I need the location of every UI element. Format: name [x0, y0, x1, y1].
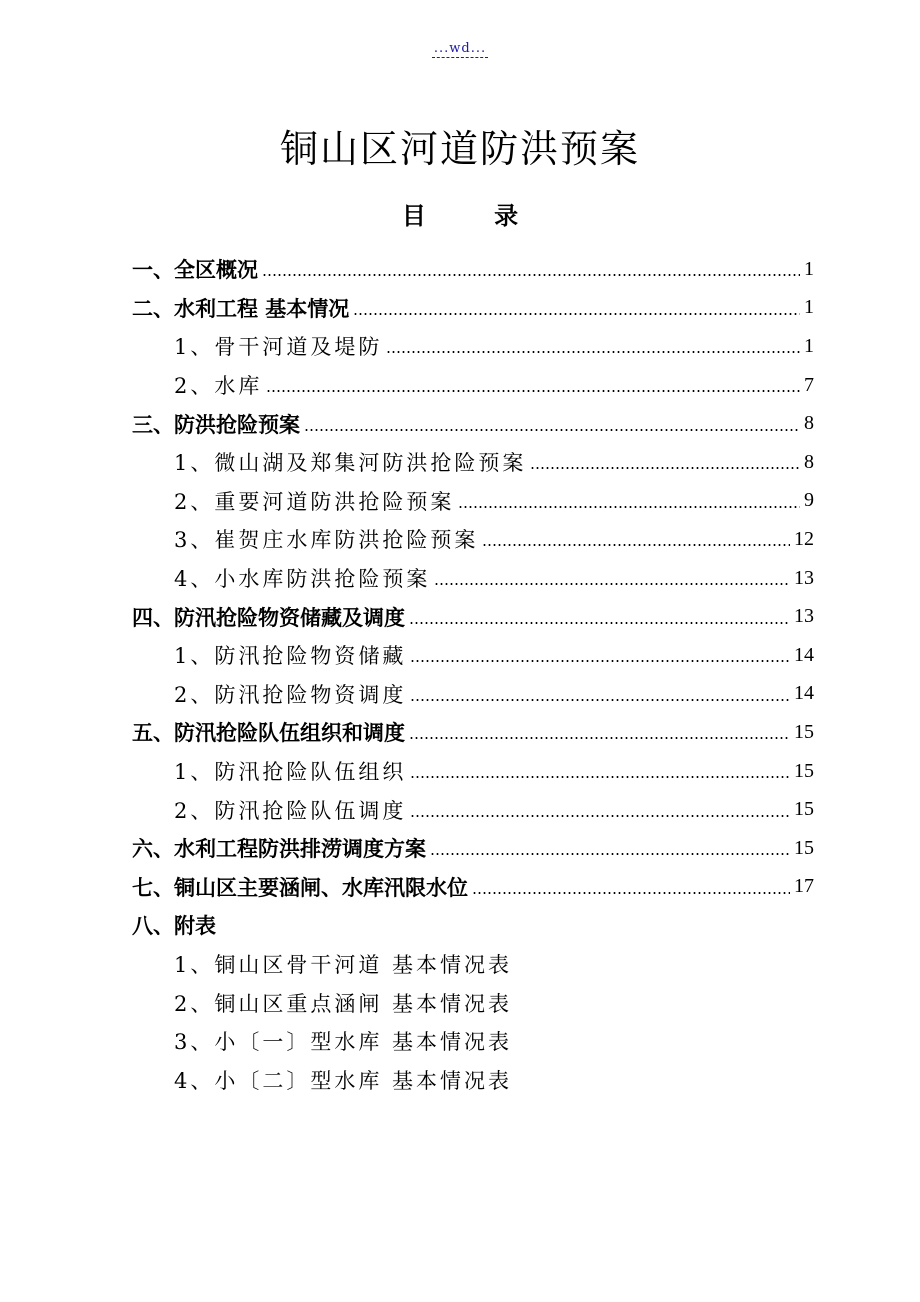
- toc-entry[interactable]: [132, 482, 814, 521]
- toc-entry-page-number: 12: [794, 527, 814, 550]
- toc-entry-page-number: 14: [794, 682, 814, 705]
- toc-entry[interactable]: [132, 829, 814, 868]
- toc-leader-dots: [353, 313, 800, 315]
- toc-entry-page-number: 13: [794, 605, 814, 628]
- toc-entry[interactable]: [132, 945, 814, 984]
- toc-entry[interactable]: [132, 250, 814, 289]
- toc-leader-dots: [409, 737, 790, 739]
- toc-leader-dots: [266, 390, 800, 392]
- toc-entry-label: 3、崔贺庄水库防洪抢险预案: [174, 528, 479, 553]
- toc-entry-page-number: 14: [794, 643, 814, 666]
- toc-entry[interactable]: [132, 289, 814, 328]
- toc-heading: 目 录: [401, 202, 519, 230]
- toc-entry-page-number: 15: [794, 720, 814, 743]
- table-of-contents: [132, 250, 814, 1099]
- toc-entry-label: 六、水利工程防洪排涝调度方案: [132, 837, 426, 862]
- toc-entry[interactable]: [132, 520, 814, 559]
- toc-entry[interactable]: [132, 597, 814, 636]
- toc-entry-label: 八、附表: [132, 914, 216, 939]
- toc-entry-label: 五、防汛抢险队伍组织和调度: [132, 721, 405, 746]
- toc-entry[interactable]: [132, 636, 814, 675]
- toc-entry-page-number: 9: [804, 489, 814, 512]
- toc-entry[interactable]: [132, 906, 814, 945]
- document-title: 铜山区河道防洪预案: [279, 127, 640, 171]
- toc-entry-label: 三、防洪抢险预案: [132, 412, 300, 437]
- toc-leader-dots: [458, 506, 800, 508]
- toc-entry[interactable]: [132, 675, 814, 714]
- toc-entry-label: 一、全区概况: [132, 258, 258, 283]
- header-link-text[interactable]: ...wd...: [433, 41, 487, 56]
- toc-entry[interactable]: [132, 1060, 814, 1099]
- toc-entry-page-number: 1: [804, 296, 814, 319]
- toc-entry[interactable]: [132, 790, 814, 829]
- toc-entry-label: 1、骨干河道及堤防: [174, 335, 383, 360]
- toc-entry-label: 1、防汛抢险物资储藏: [174, 644, 407, 669]
- toc-entry[interactable]: [132, 752, 814, 791]
- toc-entry-label: 2、重要河道防洪抢险预案: [174, 489, 455, 514]
- toc-leader-dots: [430, 853, 790, 855]
- toc-entry-label: 4、小水库防洪抢险预案: [174, 567, 431, 592]
- toc-entry[interactable]: [132, 1022, 814, 1061]
- toc-entry-page-number: 15: [794, 759, 814, 782]
- toc-leader-dots: [410, 660, 790, 662]
- toc-entry-label: 1、铜山区骨干河道 基本情况表: [174, 952, 513, 977]
- toc-leader-dots: [409, 622, 790, 624]
- toc-entry-label: 四、防汛抢险物资储藏及调度: [132, 605, 405, 630]
- toc-leader-dots: [386, 351, 800, 353]
- toc-entry-page-number: 8: [804, 412, 814, 435]
- toc-leader-dots: [472, 892, 790, 894]
- toc-leader-dots: [410, 815, 790, 817]
- toc-entry[interactable]: [132, 713, 814, 752]
- toc-entry-label: 七、铜山区主要涵闸、水库汛限水位: [132, 875, 468, 900]
- toc-entry-label: 4、小〔二〕型水库 基本情况表: [174, 1068, 513, 1093]
- toc-entry-label: 二、水利工程 基本情况: [132, 296, 350, 321]
- toc-leader-dots: [262, 274, 800, 276]
- toc-leader-dots: [530, 467, 800, 469]
- toc-entry-label: 2、防汛抢险物资调度: [174, 682, 407, 707]
- toc-entry-page-number: 13: [794, 566, 814, 589]
- toc-entry-label: 3、小〔一〕型水库 基本情况表: [174, 1030, 513, 1055]
- toc-entry[interactable]: [132, 366, 814, 405]
- toc-entry[interactable]: [132, 327, 814, 366]
- toc-leader-dots: [434, 583, 790, 585]
- toc-entry-label: 2、铜山区重点涵闸 基本情况表: [174, 991, 513, 1016]
- toc-entry[interactable]: [132, 559, 814, 598]
- toc-entry[interactable]: [132, 868, 814, 907]
- toc-entry-label: 1、微山湖及郑集河防洪抢险预案: [174, 451, 527, 476]
- toc-entry[interactable]: [132, 443, 814, 482]
- toc-entry-label: 2、防汛抢险队伍调度: [174, 798, 407, 823]
- toc-leader-dots: [304, 429, 800, 431]
- toc-entry[interactable]: [132, 404, 814, 443]
- toc-entry-page-number: 1: [804, 257, 814, 280]
- toc-entry[interactable]: [132, 983, 814, 1022]
- toc-entry-page-number: 1: [804, 334, 814, 357]
- toc-entry-page-number: 8: [804, 450, 814, 473]
- toc-entry-page-number: 17: [794, 875, 814, 898]
- toc-leader-dots: [482, 544, 790, 546]
- toc-entry-label: 2、水库: [174, 374, 263, 399]
- toc-entry-page-number: 15: [794, 798, 814, 821]
- toc-entry-label: 1、防汛抢险队伍组织: [174, 760, 407, 785]
- toc-entry-page-number: 7: [804, 373, 814, 396]
- toc-entry-page-number: 15: [794, 836, 814, 859]
- toc-leader-dots: [410, 776, 790, 778]
- toc-leader-dots: [410, 699, 790, 701]
- header-link[interactable]: [0, 41, 920, 56]
